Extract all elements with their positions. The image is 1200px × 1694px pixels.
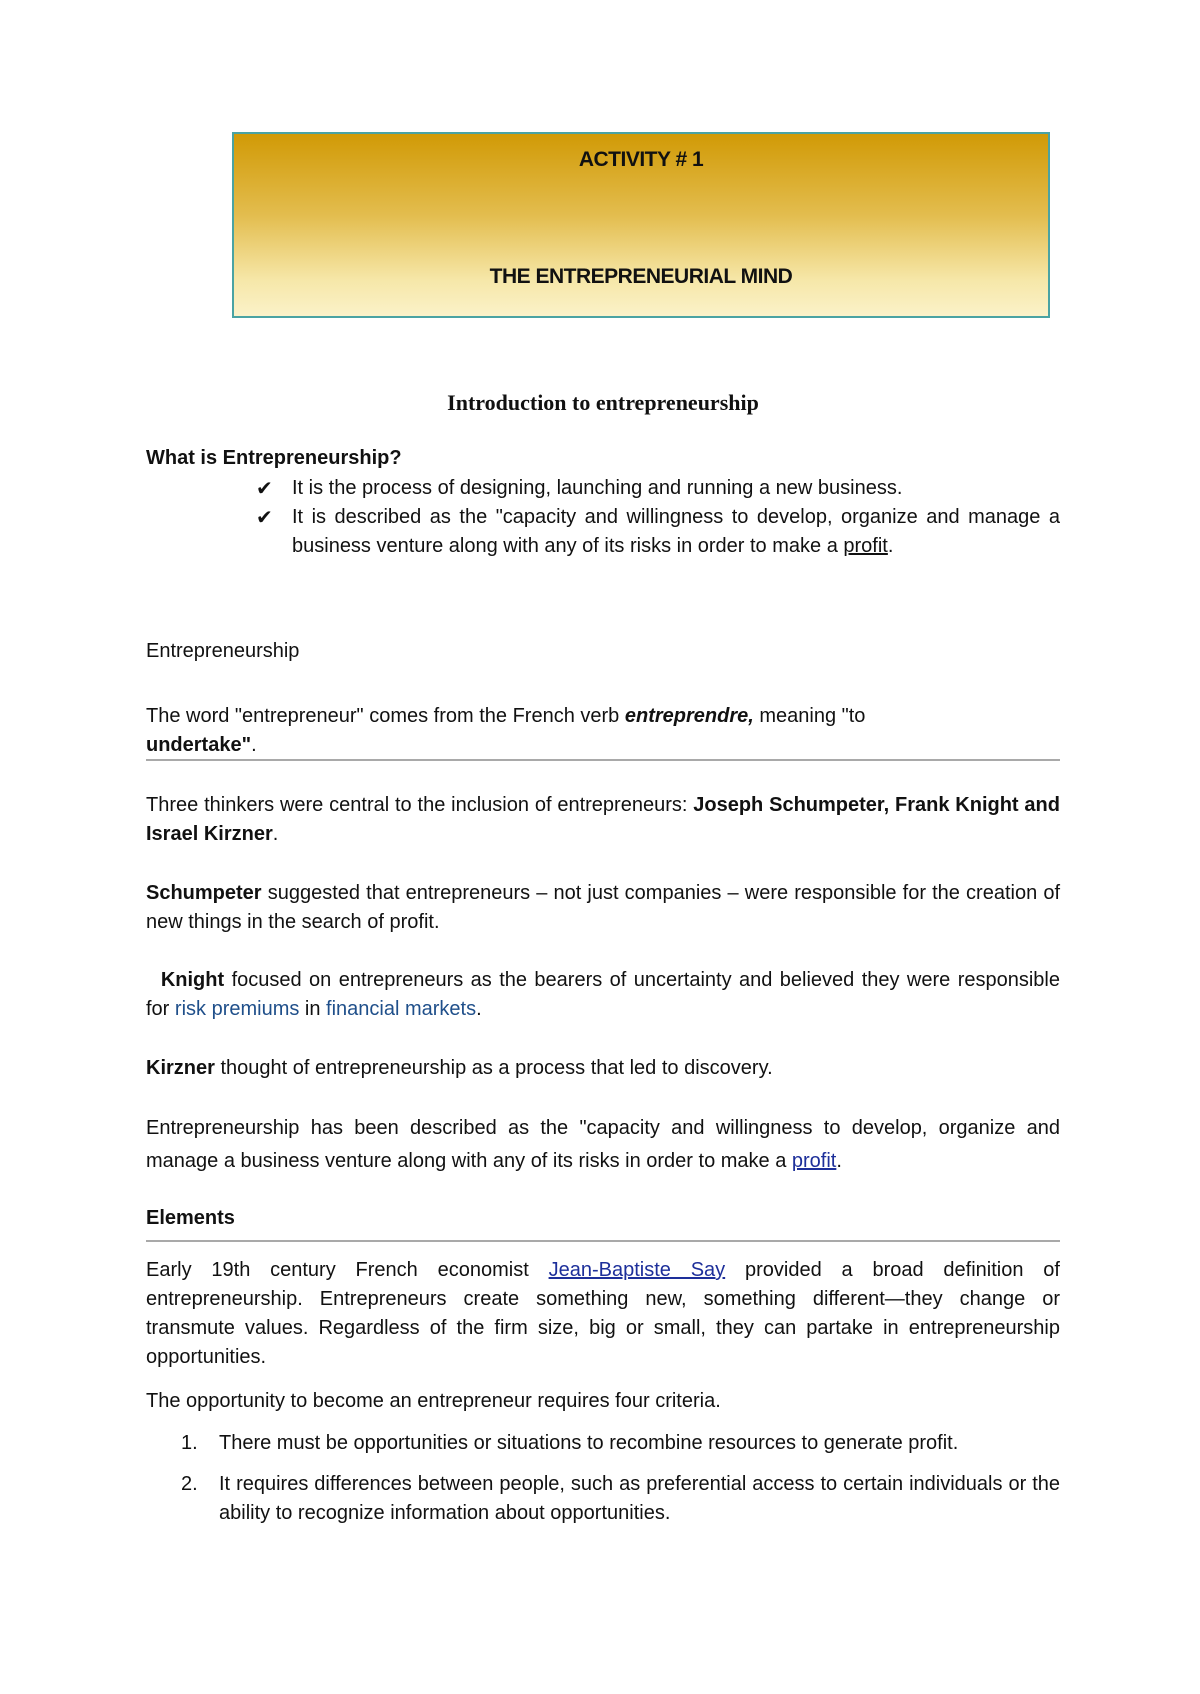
banner-activity-number: ACTIVITY # 1	[578, 148, 704, 171]
thinkers-paragraph	[146, 791, 1060, 849]
bullet-text: It is described as the "capacity and willingness to develop, organize and manage a business venture along with any of its risks in order to make a	[292, 506, 1060, 557]
knight-mid: in	[299, 998, 327, 1020]
thinkers-text: Three thinkers were central to the inclusion of entrepreneurs:	[146, 794, 694, 816]
word-origin-paragraph	[146, 702, 1060, 760]
kirzner-text: thought of entrepreneurship as a process that led to discovery.	[214, 1057, 773, 1079]
described-end: .	[836, 1150, 842, 1172]
criteria-item: It requires differences between people, such as preferential access to certain individuals or the ability to recognize information about opportunities.	[219, 1473, 1060, 1524]
risk-premiums-link[interactable]: risk premiums	[174, 998, 300, 1020]
criteria-number: 2.	[181, 1473, 198, 1495]
profit-link-bullet[interactable]: profit	[843, 535, 888, 557]
schumpeter-paragraph	[146, 879, 1060, 937]
criteria-number: 1.	[181, 1432, 198, 1454]
word-origin-meaning: meaning "to	[753, 705, 866, 727]
kirzner-paragraph	[146, 1054, 1060, 1083]
bullet-item: It is the process of designing, launching and running a new business.	[292, 477, 903, 499]
word-origin-end: .	[251, 734, 257, 756]
described-text: Entrepreneurship has been described as the "capacity and willingness to develop, organize and manage a business venture along with any of its risks in order to make a	[146, 1117, 1060, 1172]
jean-baptiste-say-link[interactable]: Jean-Baptiste Say	[548, 1259, 726, 1281]
thinkers-names: Joseph Schumpeter, Frank Knight and Israel Kirzner	[146, 794, 1060, 845]
schumpeter-text: suggested that entrepreneurs – not just companies – were responsible for the creation of new things in the search of profit.	[146, 882, 1060, 933]
described-paragraph	[146, 1112, 1060, 1178]
criteria-intro: The opportunity to become an entrepreneur requires four criteria.	[146, 1390, 721, 1412]
horizontal-rule	[146, 1240, 1060, 1242]
section-label: Entrepreneurship	[146, 640, 300, 662]
question-heading: What is Entrepreneurship?	[146, 447, 402, 469]
bullet-item	[292, 503, 1060, 561]
word-undertake: undertake"	[146, 734, 252, 756]
check-mark-icon: ✔	[256, 505, 273, 529]
criteria-item: There must be opportunities or situations to recombine resources to generate profit.	[219, 1432, 959, 1454]
horizontal-rule	[146, 759, 1060, 761]
profit-link[interactable]: profit	[791, 1150, 837, 1172]
schumpeter-name: Schumpeter	[146, 882, 262, 904]
banner-title: THE ENTREPRENEURIAL MIND	[489, 265, 793, 288]
thinkers-end: .	[272, 823, 279, 845]
knight-text: focused on entrepreneurs as the bearers of uncertainty and believed they were responsible for	[146, 969, 1060, 1020]
page-title: Introduction to entrepreneurship	[447, 390, 759, 415]
knight-end: .	[476, 998, 482, 1020]
elements-heading: Elements	[146, 1207, 235, 1229]
knight-name: Knight	[160, 969, 225, 991]
check-mark-icon: ✔	[256, 476, 273, 500]
say-text: provided a broad definition of entrepreneurship. Entrepreneurs create something new, something different—they change or transmute values. Regardless of the firm size, big or small, they can partake in entrepreneurship opportunities.	[146, 1259, 1060, 1368]
word-origin-text: The word "entrepreneur" comes from the French verb	[146, 705, 625, 727]
say-intro: Early 19th century French economist	[146, 1259, 549, 1281]
say-paragraph	[146, 1256, 1060, 1372]
kirzner-name: Kirzner	[146, 1057, 215, 1079]
bullet-end: .	[887, 535, 894, 557]
financial-markets-link[interactable]: financial markets	[326, 998, 477, 1020]
french-verb: entreprendre,	[624, 705, 754, 727]
knight-paragraph	[146, 966, 1060, 1024]
activity-banner	[232, 132, 1050, 318]
